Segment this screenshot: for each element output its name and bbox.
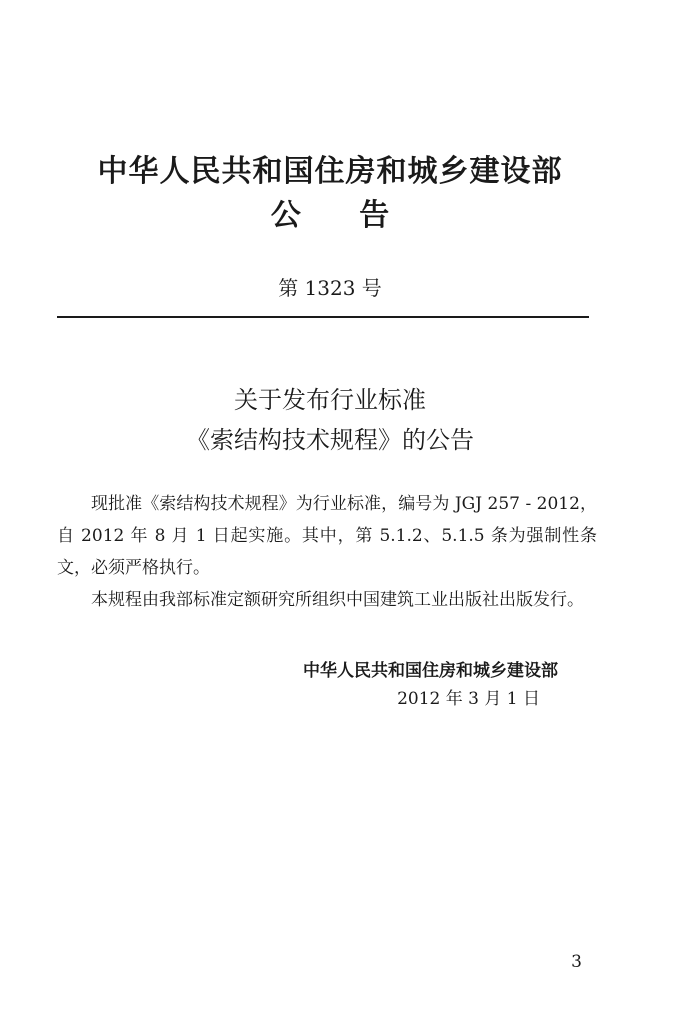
body-paragraph-1: 现批准《索结构技术规程》为行业标准，编号为 JGJ 257 - 2012，自 2012 年 8 月 1 日起实施。其中，第 5.1.2、5.1.5 条为强制性条文，必须严格执行。 — [57, 494, 597, 578]
issue-date: 2012 年 3 月 1 日 — [397, 689, 540, 709]
header-divider — [57, 316, 589, 318]
announcement-subject — [60, 380, 600, 460]
announcement-number: 第 1323 号 — [278, 276, 382, 300]
subject-line-1: 关于发布行业标准 — [234, 386, 426, 414]
page-number: 3 — [571, 952, 582, 972]
subject-line-2: 《索结构技术规程》的公告 — [186, 426, 474, 454]
issuer-signature: 中华人民共和国住房和城乡建设部 — [303, 661, 558, 681]
body-paragraph-2: 本规程由我部标准定额研究所组织中国建筑工业出版社出版发行。 — [91, 590, 584, 610]
announcement-body — [57, 488, 597, 616]
ministry-title: 中华人民共和国住房和城乡建设部 — [97, 154, 563, 189]
announcement-label: 公 告 — [270, 198, 390, 233]
